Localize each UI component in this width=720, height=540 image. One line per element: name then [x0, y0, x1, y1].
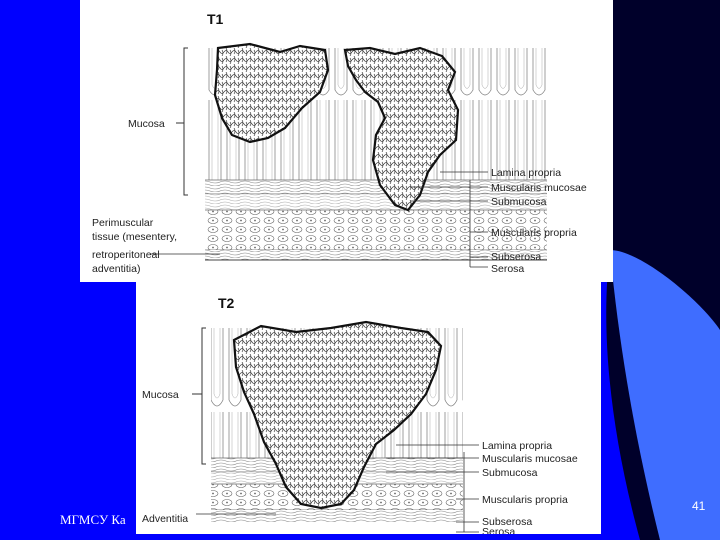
t1-diagram [80, 0, 613, 282]
t1-label-perimuscular-4: adventitia) [92, 263, 141, 275]
t2-label-lamina-propria: Lamina propria [482, 440, 553, 452]
t1-label-submucosa: Submucosa [491, 196, 547, 208]
t2-title: T2 [218, 295, 235, 311]
t2-diagram [136, 282, 601, 534]
t2-label-submucosa: Submucosa [482, 467, 538, 479]
footer-text: МГМСУ Ка [60, 512, 126, 527]
t1-label-perimuscular-1: Perimuscular [92, 217, 154, 229]
t1-label-lamina-propria: Lamina propria [491, 167, 562, 179]
t2-label-muscularis-mucosae: Muscularis mucosae [482, 453, 578, 465]
t2-label-serosa: Serosa [482, 526, 516, 534]
t1-label-muscularis-mucosae: Muscularis mucosae [491, 182, 587, 194]
figure-panel-t2 [136, 282, 601, 534]
t1-label-subserosa: Subserosa [491, 251, 542, 263]
t2-subserosa-layer [211, 510, 463, 522]
t1-label-mucosa: Mucosa [128, 118, 165, 130]
t1-label-perimuscular-3: retroperitoneal [92, 249, 160, 261]
t1-label-muscularis-propria: Muscularis propria [491, 227, 577, 239]
t1-title: T1 [207, 11, 224, 27]
t1-label-serosa: Serosa [491, 263, 525, 275]
t2-label-mucosa: Mucosa [142, 389, 179, 401]
t1-label-perimuscular-2: tissue (mesentery, [92, 231, 177, 243]
slide-number: 41 [692, 499, 706, 513]
figure-panel-t1 [80, 0, 613, 282]
t2-label-subserosa: Subserosa [482, 516, 533, 528]
t2-label-adventitia: Adventitia [142, 513, 189, 525]
t2-label-muscularis-propria: Muscularis propria [482, 494, 568, 506]
